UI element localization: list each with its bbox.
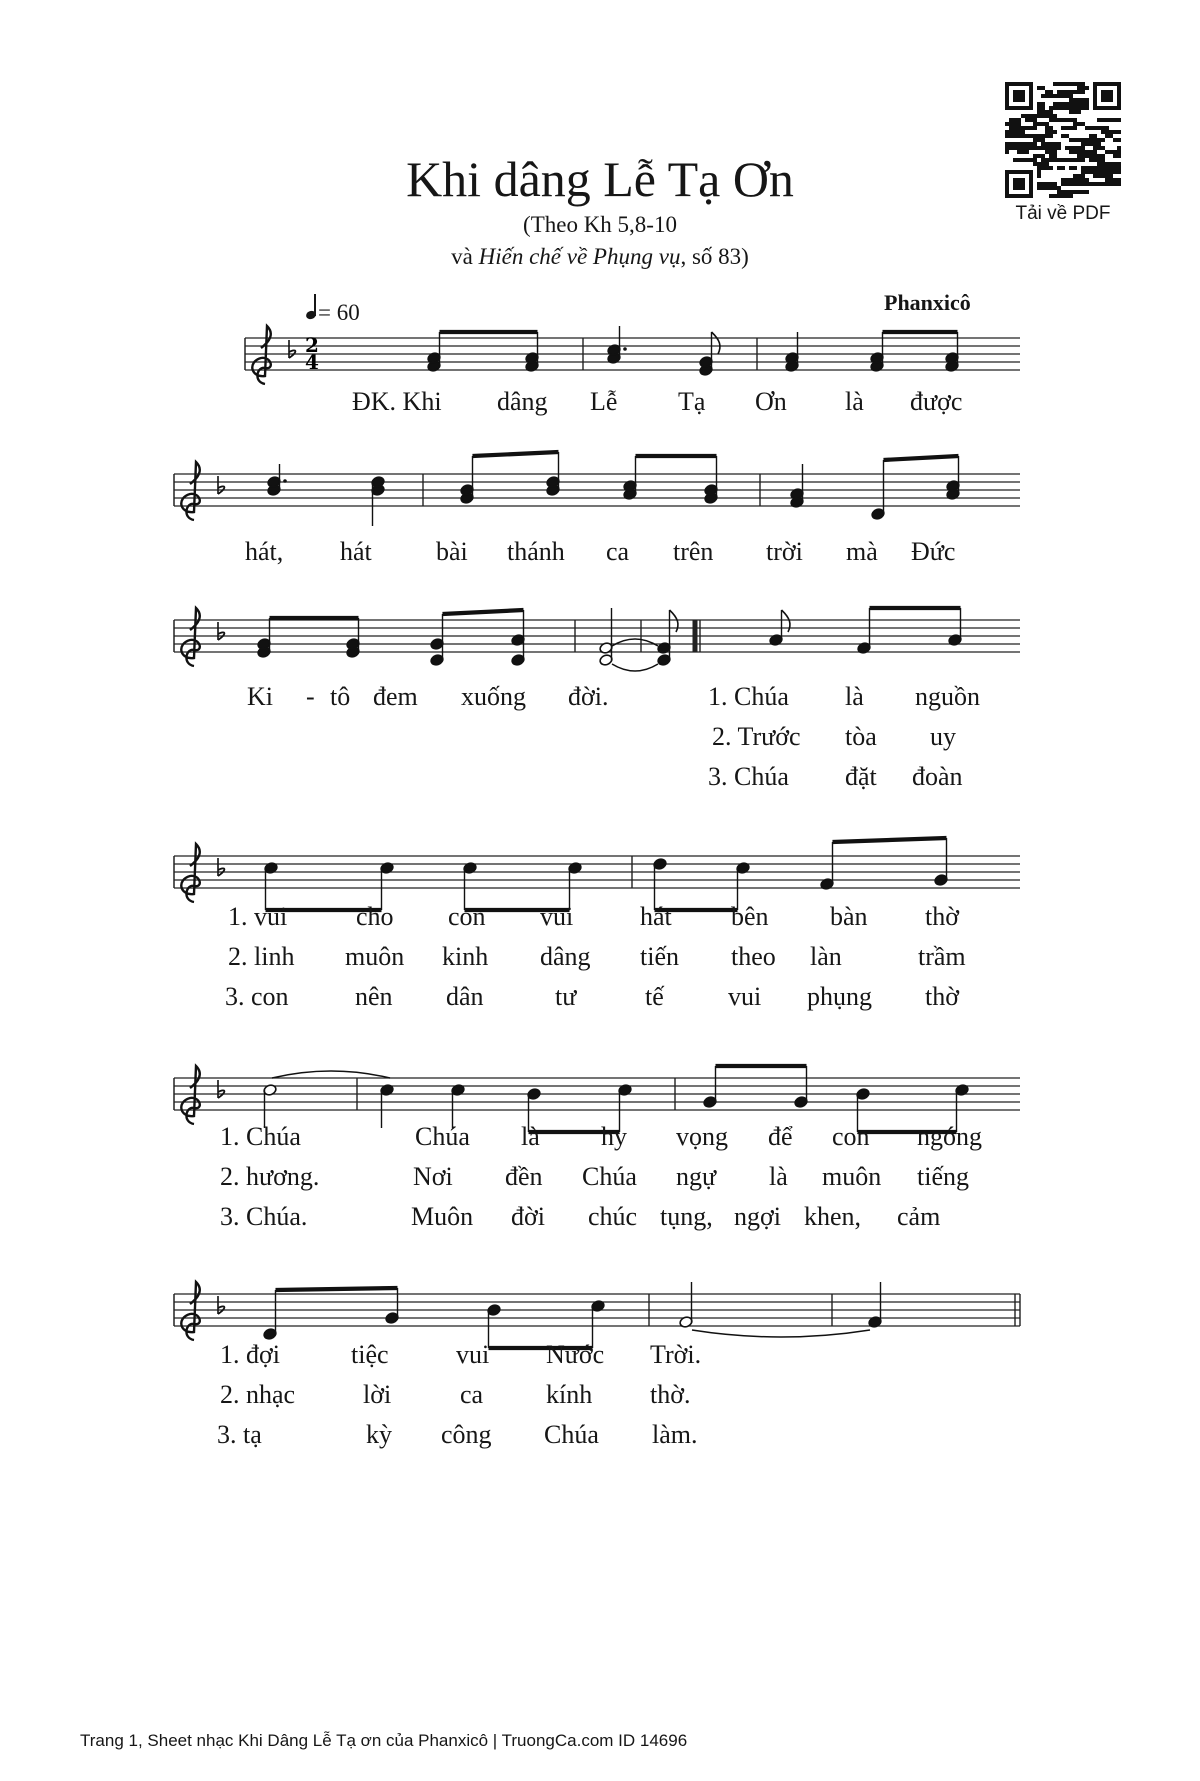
lyric-word: ngóng: [917, 1122, 982, 1151]
lyric-word: trời: [766, 537, 803, 566]
lyric-word: vọng: [676, 1122, 728, 1151]
lyric-word: 1. Chúa: [708, 682, 789, 711]
beam: [833, 838, 947, 842]
lyric-word: đời: [511, 1202, 545, 1231]
lyric-word: xuống: [461, 682, 526, 711]
lyric-word: nguồn: [915, 682, 980, 711]
lyric-word: Lễ: [590, 387, 618, 416]
lyric-word: Ki: [247, 682, 273, 711]
lyric-word: trên: [673, 537, 714, 566]
lyric-word: uy: [930, 722, 956, 751]
lyric-word: đoàn: [912, 762, 963, 791]
lyric-word: Trời.: [650, 1340, 702, 1369]
lyric-word: bài: [436, 537, 468, 566]
lyric-word: ĐK. Khi: [352, 387, 442, 416]
lyric-word: tô: [330, 682, 351, 711]
lyric-word: muôn: [345, 942, 405, 971]
lyric-word: dân: [446, 982, 484, 1011]
tempo-value: = 60: [318, 300, 360, 325]
song-title: Khi dâng Lễ Tạ Ơn: [406, 151, 794, 207]
lyric-word: nên: [355, 982, 393, 1011]
subtitle-prefix: và: [451, 244, 479, 269]
tie: [692, 1330, 870, 1337]
lyric-word: tư: [555, 982, 577, 1011]
lyric-word: mà: [846, 537, 878, 566]
lyric-word: bên: [731, 902, 769, 931]
beam: [443, 610, 524, 614]
lyric-word: dâng: [497, 387, 548, 416]
lyric-word: -: [306, 682, 315, 711]
beam: [473, 452, 559, 456]
lyric-word: Chúa: [582, 1162, 637, 1191]
lyric-word: hy: [601, 1122, 627, 1151]
beam: [884, 456, 959, 460]
lyric-word: dâng: [540, 942, 591, 971]
lyric-word: 2. hương.: [220, 1162, 320, 1191]
lyric-word: tiệc: [351, 1340, 389, 1369]
lyric-word: ca: [606, 537, 630, 566]
lyric-word: công: [441, 1420, 492, 1449]
lyric-word: 1. vui: [228, 902, 288, 931]
lyric-word: tế: [645, 982, 664, 1011]
tie: [612, 639, 658, 646]
treble-clef-icon: [252, 326, 271, 384]
dot: [283, 479, 287, 483]
lyric-word: Ơn: [755, 387, 787, 416]
lyric-word: khen,: [804, 1202, 862, 1231]
lyric-word: 3. tạ: [217, 1420, 262, 1449]
lyric-word: 3. Chúa.: [220, 1202, 308, 1231]
lyric-word: 3. Chúa: [708, 762, 789, 791]
lyric-word: thờ: [925, 982, 959, 1011]
lyric-word: là: [521, 1122, 540, 1151]
lyric-word: đền: [505, 1162, 543, 1191]
lyric-word: muôn: [822, 1162, 882, 1191]
lyric-word: ngợi: [734, 1202, 781, 1231]
lyric-word: 3. con: [225, 982, 289, 1011]
lyric-word: tiến: [640, 942, 679, 971]
lyric-word: đặt: [845, 762, 877, 791]
treble-clef-icon: [181, 1282, 200, 1340]
lyric-word: con: [832, 1122, 870, 1151]
lyric-word: 1. đợi: [220, 1340, 280, 1369]
lyric-word: kinh: [442, 942, 489, 971]
lyric-word: cho: [356, 902, 394, 931]
time-signature-top: 2: [305, 333, 319, 357]
lyric-word: tụng,: [660, 1202, 713, 1231]
lyric-word: tòa: [845, 722, 877, 751]
lyric-word: thờ.: [650, 1380, 691, 1409]
lyric-word: làn: [810, 942, 842, 971]
lyric-word: tiếng: [917, 1162, 969, 1191]
treble-clef-icon: [181, 844, 200, 902]
lyric-word: trầm: [918, 942, 966, 971]
staff-system-4: [174, 838, 1020, 910]
lyric-word: kính: [546, 1380, 593, 1409]
tie: [272, 1071, 390, 1078]
lyric-word: kỳ: [366, 1420, 392, 1449]
lyric-word: được: [910, 387, 963, 416]
lyric-word: chúc: [588, 1202, 638, 1231]
lyric-word: đời.: [568, 682, 609, 711]
lyric-word: Chúa: [415, 1122, 470, 1151]
time-signature-bottom: 4: [305, 350, 319, 374]
staff-system-3: [174, 608, 1020, 671]
treble-clef-icon: [181, 1066, 200, 1124]
download-pdf-link[interactable]: Tải về PDF: [1015, 203, 1111, 224]
tie: [612, 664, 658, 671]
lyric-word: 2. Trước: [712, 722, 801, 751]
lyric-word: Nơi: [413, 1162, 453, 1191]
lyric-word: theo: [731, 942, 776, 971]
lyric-word: đem: [373, 682, 418, 711]
lyric-word: Muôn: [411, 1202, 474, 1231]
lyric-word: hát,: [245, 537, 284, 566]
eighth-flag: [782, 610, 790, 632]
composer-name: Phanxicô: [884, 290, 971, 315]
lyric-word: thờ: [925, 902, 959, 931]
lyric-word: để: [768, 1122, 793, 1151]
lyric-word: Chúa: [544, 1420, 599, 1449]
page-footer: Trang 1, Sheet nhạc Khi Dâng Lễ Tạ ơn của Phanxicô | TruongCa.com ID 14696: [80, 1731, 688, 1750]
lyric-word: 2. nhạc: [220, 1380, 296, 1409]
subtitle-source: (Theo Kh 5,8-10: [523, 212, 677, 237]
staff-system-1: [245, 326, 1020, 384]
lyric-word: vui: [540, 902, 574, 931]
lyric-word: thánh: [507, 537, 565, 566]
lyric-word: con: [448, 902, 486, 931]
eighth-flag: [670, 610, 678, 632]
lyric-word: Đức: [911, 537, 956, 566]
lyric-word: bàn: [830, 902, 868, 931]
lyric-word: Nước: [546, 1340, 605, 1369]
treble-clef-icon: [181, 462, 200, 520]
lyric-word: làm.: [652, 1420, 698, 1449]
subtitle-suffix: , số 83): [680, 244, 749, 269]
lyric-word: Tạ: [678, 387, 706, 416]
lyric-word: cảm: [897, 1202, 941, 1231]
lyric-word: vui: [728, 982, 762, 1011]
dot: [623, 347, 627, 351]
eighth-flag: [712, 332, 720, 354]
lyric-word: vui: [456, 1340, 490, 1369]
lyric-word: lời: [363, 1380, 392, 1409]
lyric-word: là: [845, 387, 864, 416]
subtitle-italic: Hiến chế về Phụng vụ: [478, 244, 681, 269]
beam: [276, 1288, 398, 1290]
lyric-word: ngự: [676, 1162, 717, 1191]
lyric-word: là: [769, 1162, 788, 1191]
lyric-word: 1. Chúa: [220, 1122, 301, 1151]
lyric-word: hát: [340, 537, 372, 566]
lyric-word: ca: [460, 1380, 484, 1409]
lyric-word: là: [845, 682, 864, 711]
lyric-word: phụng: [807, 982, 872, 1011]
staff-system-6: [174, 1282, 1020, 1348]
lyric-word: 2. linh: [228, 942, 295, 971]
lyric-word: hát: [640, 902, 672, 931]
staff-system-2: [174, 452, 1020, 526]
treble-clef-icon: [181, 608, 200, 666]
